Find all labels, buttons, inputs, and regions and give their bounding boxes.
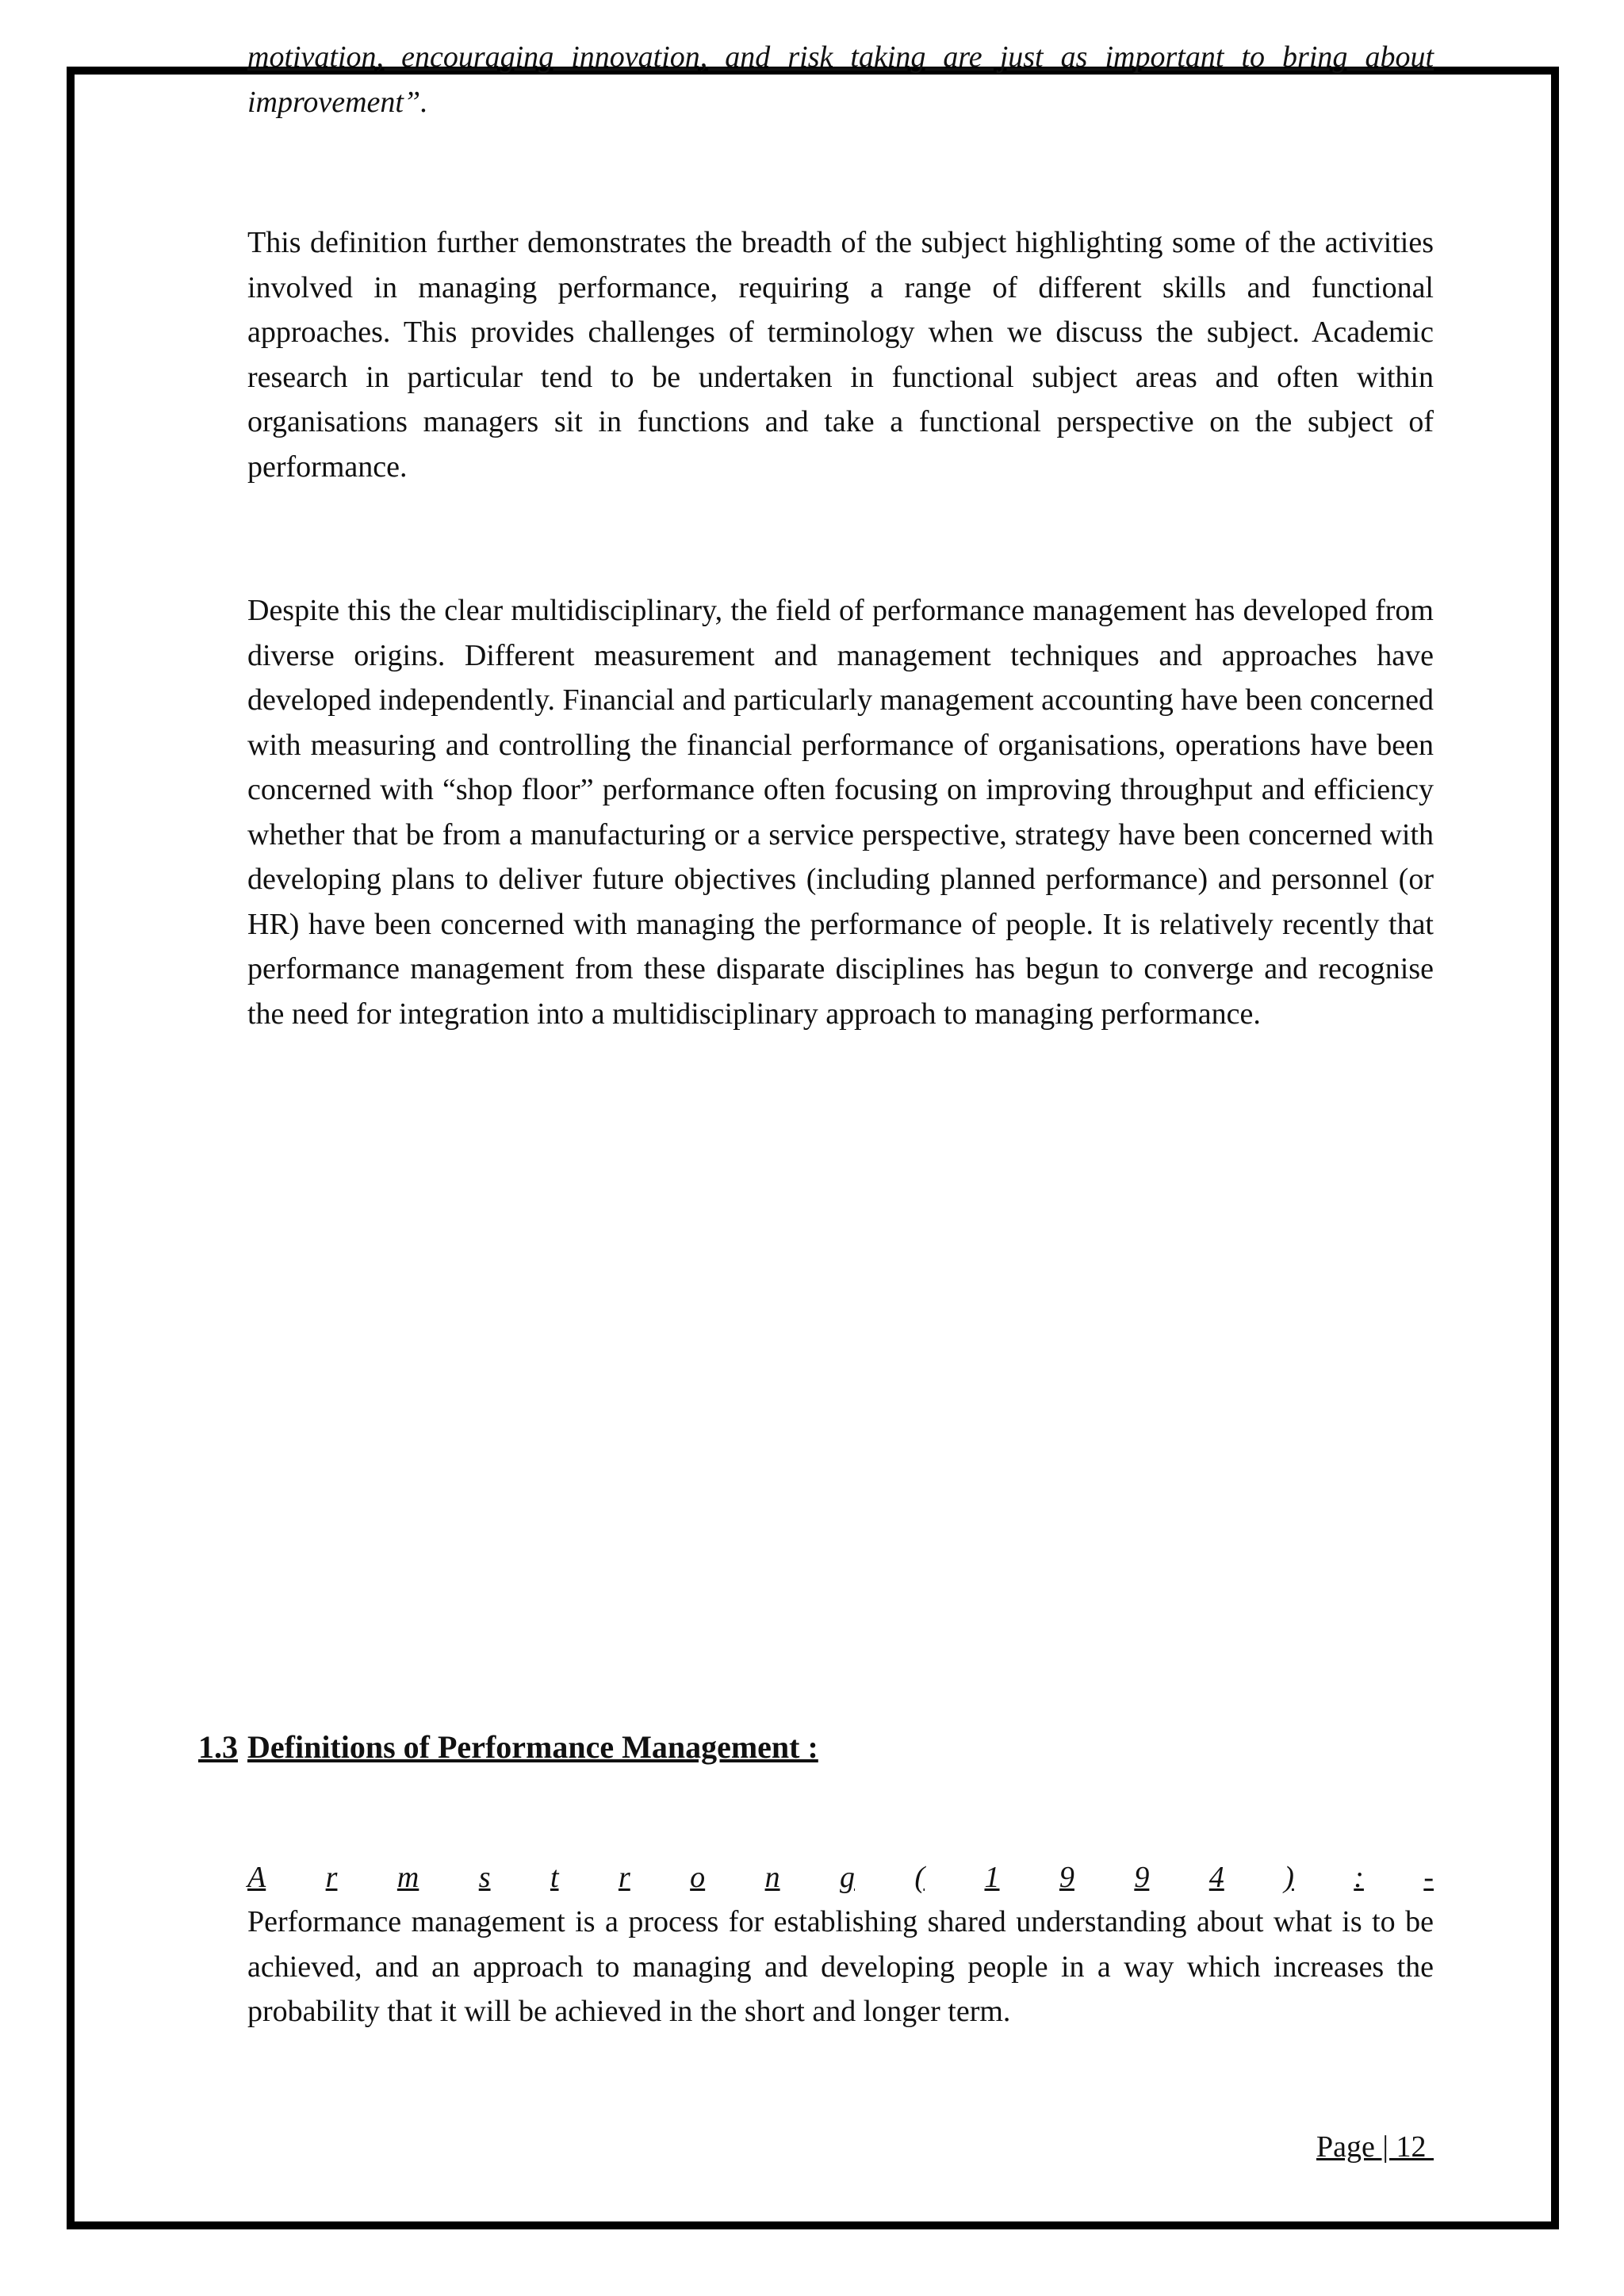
paragraph-armstrong-definition: Performance management is a process for establishing shared understanding about what is to be achieved, and an approach to managing and developing people in a way which increases the probability that it will be achieved in the short and longer term. <box>247 1905 1434 2028</box>
author-char: ) <box>1284 1861 1294 1894</box>
author-char: o <box>690 1861 706 1894</box>
author-char: g <box>840 1861 855 1894</box>
author-char: r <box>618 1861 630 1894</box>
author-char: A <box>247 1861 266 1894</box>
author-char: s <box>478 1861 491 1894</box>
quote-line-1: motivation, encouraging innovation, and risk taking are just as important to bring about <box>247 40 1434 74</box>
author-char: ( <box>914 1861 925 1894</box>
author-char: 9 <box>1059 1861 1074 1894</box>
author-char: t <box>550 1861 559 1894</box>
author-char: - <box>1423 1861 1434 1894</box>
author-char: n <box>764 1861 780 1894</box>
section-heading <box>198 1725 818 1770</box>
page-number: Page | 12 <box>1316 2130 1434 2164</box>
author-char: 1 <box>984 1861 1000 1894</box>
author-char: : <box>1354 1861 1364 1894</box>
author-char: r <box>325 1861 338 1894</box>
quote-line-2: improvement”. <box>247 85 428 119</box>
author-char: 4 <box>1208 1861 1224 1894</box>
author-citation <box>247 1855 1434 1900</box>
author-char: 9 <box>1134 1861 1150 1894</box>
author-char: m <box>396 1861 419 1894</box>
section-number: 1.3 <box>198 1729 238 1765</box>
quote-continuation <box>247 35 1434 124</box>
paragraph-diverse-origins: Despite this the clear multidisciplinary, the field of performance management has developed from diverse origins. Different measurement and management techniques and approaches have developed independently. Financial and particularly management accounting have been concerned with measuring and controlling the financial performance of organisations, operations have been concerned with “shop floor” performance often focusing on improving throughput and efficiency whether that be from a manufacturing or a service perspective, strategy have been concerned with developing plans to deliver future objectives (including planned performance) and personnel (or HR) have been concerned with managing the performance of people. It is relatively recently that performance management from these disparate disciplines has begun to converge and recognise the need for integration into a multidisciplinary approach to managing performance. <box>247 594 1434 1031</box>
section-title: Definitions of Performance Management : <box>247 1729 818 1765</box>
paragraph-definition-breadth: This definition further demonstrates the breadth of the subject highlighting some of the activities involved in managing performance, requiring a range of different skills and functional approaches. This provides challenges of terminology when we discuss the subject. Academic research in particular tend to be undertaken in functional subject areas and often within organisations managers sit in functions and take a functional perspective on the subject of performance. <box>247 226 1434 484</box>
